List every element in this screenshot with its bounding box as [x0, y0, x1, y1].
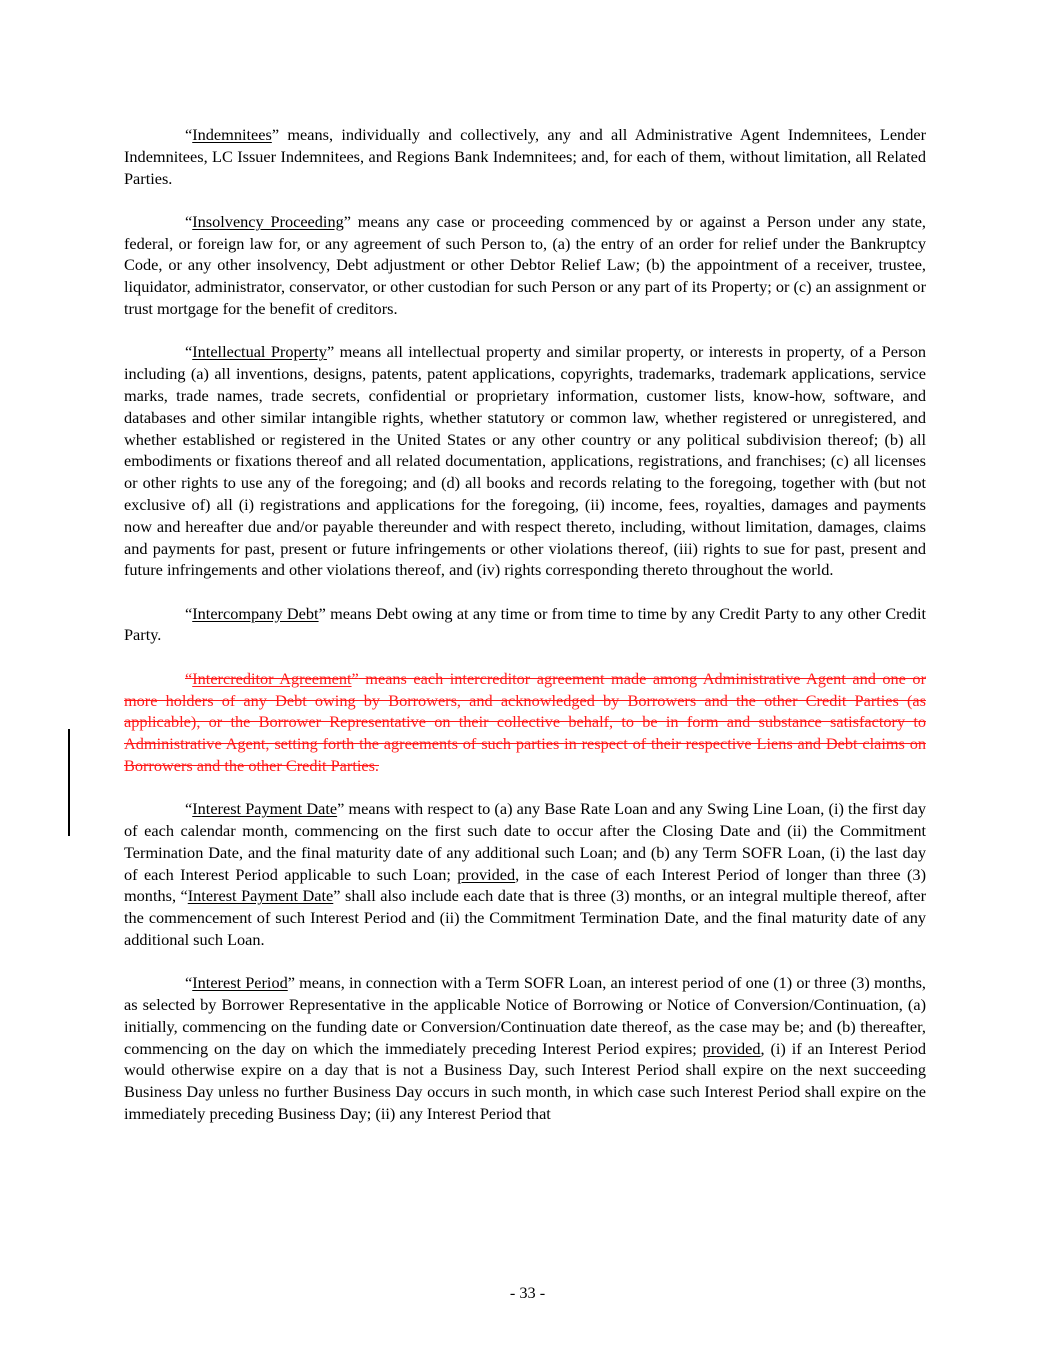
definition-text: means each intercreditor agreement made among Administrative Agent and one or more holders of any Debt owing by Borrowers, and acknowledged by Borrowers and the other Credit Parties (as applicable), or the Borrower Representative on their collective behalf, to be in form and substance satisfactory to Administrative Agent, setting forth the agreements of such parties in respect of their respective Liens and Debt claims on Borrowers and the other Credit Parties. [124, 668, 926, 775]
definition-text: ” shall also include each date that is three (3) months, or an integral multiple thereof, after the commencement of such Interest Period and (ii) the Commitment Termination Date, and the final maturity date of any additional such Loan. [124, 886, 927, 949]
definition-interest-period [124, 972, 926, 1125]
close-quote: ” [337, 799, 345, 819]
revision-change-bar [68, 729, 70, 836]
close-quote: ” [287, 973, 295, 993]
definition-text: means Debt owing at any time or from time to time by any Credit Party to any other Credit Party. [124, 603, 926, 645]
close-quote: ” [326, 342, 335, 362]
close-quote: ” [271, 125, 280, 144]
definition-intellectual-property [124, 341, 926, 581]
definition-text: means with respect to (a) any Base Rate Loan and any Swing Line Loan, (i) the first day of each calendar month, commencing on the first such date to occur after the Closing Date and (ii) the Commitment Termination Date, and the final maturity date of any additional such Loan; and (b) any Term SOFR Loan, (i) the last day of each Interest Period applicable to such Loan; [124, 799, 926, 884]
defined-term: Intellectual Property [192, 342, 327, 362]
page-number: - 33 - [509, 1283, 546, 1302]
defined-term: Intercompany Debt [192, 603, 319, 623]
document-page [124, 124, 926, 1146]
definition-interest-payment-date [124, 798, 926, 951]
open-quote: “ [185, 603, 193, 623]
defined-term: Insolvency Proceeding [192, 211, 344, 231]
definition-text: , in the case of each Interest Period of longer than three (3) months, “ [124, 864, 926, 906]
definition-intercompany-debt [124, 603, 926, 647]
open-quote: “ [185, 668, 193, 688]
defined-term-repeat: Interest Payment Date [187, 886, 334, 906]
open-quote: “ [185, 973, 193, 993]
provided-term: provided [702, 1038, 761, 1058]
definition-text: means all intellectual property and similar property, or interests in property, of a Person including (a) all inventions, designs, patents, patent applications, copyrights, trademarks, trademark applications, service marks, trade names, trade secrets, confidential or proprietary information, customer lists, know-how, software, and databases and other similar intangible rights, whether statutory or common law, whether registered or unregistered, and whether established or registered in the United States or any other country or any political subdivision thereof; (b) all embodiments or fixations thereof and all related documentation, applications, registrations, and franchises; (c) all licenses or other rights to use any of the foregoing; and (d) all books and records relating to the foregoing, together with (but not exclusive of) all (i) registrations and applications for the foregoing, (ii) income, fees, royalties, damages and payments now and hereafter due and/or payable thereunder and with respect thereto, including, without limitation, damages, claims and payments for past, present or future infringements or other violations thereof, (iii) rights to sue for past, present and future infringements and other violations thereof, and (iv) rights corresponding thereto throughout the world. [124, 342, 926, 580]
open-quote: “ [185, 342, 193, 362]
open-quote: “ [185, 125, 193, 144]
deleted-definition-intercreditor-agreement [124, 668, 926, 777]
close-quote: ” [318, 603, 326, 623]
definition-text: , (i) if an Interest Period would otherwise expire on a day that is not a Business Day, such Interest Period shall expire on the next succeeding Business Day unless no further Business Day occurs in such month, in which case such Interest Period shall expire on the immediately preceding Business Day; (ii) any Interest Period that [124, 1038, 926, 1124]
definition-indemnitees [124, 124, 926, 189]
open-quote: “ [185, 211, 193, 231]
definition-text: means any case or proceeding commenced by or against a Person under any state, federal, or foreign law for, or any agreement of such Person to, (a) the entry of an order for relief under the Bankruptcy Code, or any other insolvency, Debt adjustment or other Debtor Relief Law; (b) the appointment of a receiver, trustee, liquidator, administrator, conservator, or other custodian for such Person or any part of its Property; or (c) an assignment or trust mortgage for the benefit of creditors. [124, 211, 927, 319]
close-quote: ” [343, 211, 351, 231]
definition-text: means, in connection with a Term SOFR Loan, an interest period of one (1) or three (3) months, as selected by Borrower Representative in the applicable Notice of Borrowing or Notice of Conversion/Continuation, (a) initially, commencing on the funding date or Conversion/Continuation date thereof, as the case may be; and (b) thereafter, commencing on the day on which the immediately preceding Interest Period expires; [124, 973, 926, 1058]
provided-term: provided [457, 864, 516, 884]
definition-text: means, individually and collectively, any and all Administrative Agent Indemnitees, Lender Indemnitees, LC Issuer Indemnitees, and Regions Bank Indemnitees; and, for each of them, without limitation, all Related Parties. [124, 125, 926, 188]
defined-term: Indemnitees [192, 125, 272, 144]
defined-term: Interest Payment Date [192, 799, 338, 819]
definition-insolvency-proceeding [124, 211, 926, 320]
defined-term: Intercreditor Agreement [192, 668, 352, 688]
open-quote: “ [185, 799, 193, 819]
close-quote: ” [351, 668, 359, 688]
defined-term: Interest Period [192, 973, 288, 993]
